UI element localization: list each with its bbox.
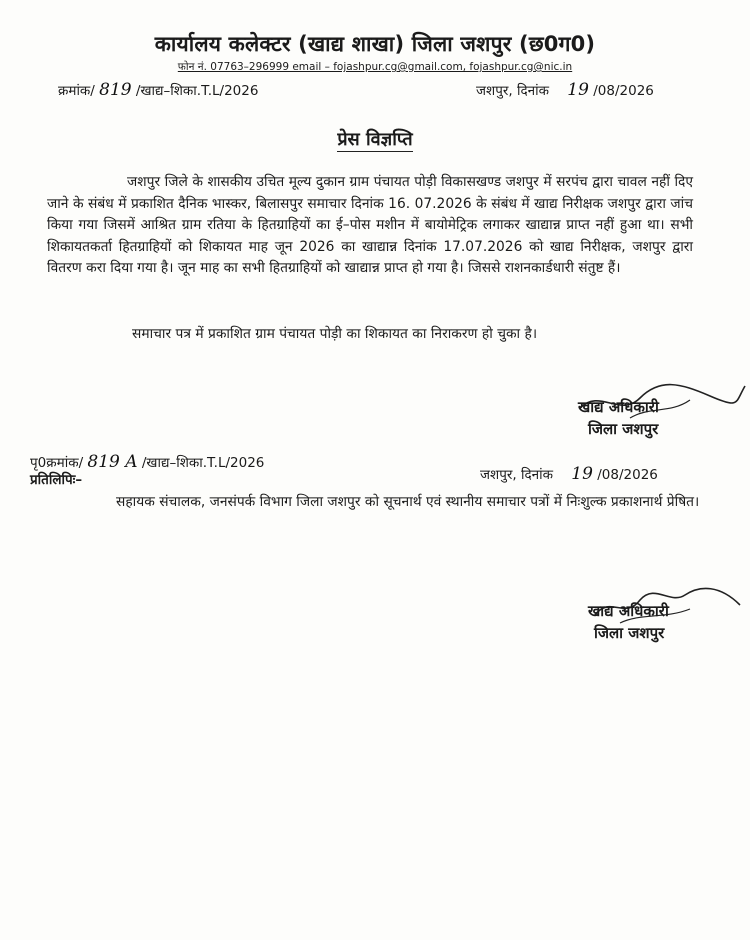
endorsement-date-rest: /08/2026 [597, 467, 658, 483]
signature-block-1 [578, 396, 659, 440]
reference-suffix: /खाद्य–शिका.T.L/2026 [135, 83, 259, 99]
endorsement-suffix: /खाद्य–शिका.T.L/2026 [141, 455, 265, 471]
date-rest: /08/2026 [593, 83, 654, 99]
body-paragraph-1: जशपुर जिले के शासकीय उचित मूल्य दुकान ग्राम पंचायत पोड़ी विकासखण्ड जशपुर में सरपंच द्वारा चावल नहीं दिए जाने के संबंध में प्रकाशित दैनिक भास्कर, बिलासपुर समाचार दिनांक 16. 07.2026 के संबंध में खाद्य निरीक्षक जशपुर द्वारा जांच किया गया जिसमें आश्रित ग्राम रतिया के हितग्राहियों का ई–पोस मशीन में बायोमेट्रिक लगाकर खाद्यान्न प्राप्त नहीं हुआ था। सभी शिकायतकर्ता हितग्राहियों को शिकायत माह जून 2026 का खाद्यान्न दिनांक 17.07.2026 को खाद्य निरीक्षक, जशपुर द्वारा वितरण करा दिया गया है। जून माह का सभी हितग्राहियों को खाद्यान्न प्राप्त हो गया है। जिससे राशनकार्डधारी संतुष्ट हैं। [47, 174, 693, 276]
signatory-district: जिला जशपुर [588, 420, 659, 438]
signatory-designation: खाद्य अधिकारी [578, 398, 659, 416]
endorsement-text: सहायक संचालक, जनसंपर्क विभाग जिला जशपुर को सूचनार्थ एवं स्थानीय समाचार पत्रों में निःशुल्क प्रकाशनार्थ प्रेषित। [116, 494, 700, 510]
press-release-title: प्रेस विज्ञप्ति [337, 129, 413, 150]
place-date-label: जशपुर, दिनांक [476, 83, 549, 99]
contact-line: फोन नं. 07763–296999 email – fojashpur.cg@gmail.com, fojashpur.cg@nic.in [177, 61, 573, 73]
endorsement-handwritten-number: 819 A [87, 452, 138, 472]
reference-date-line [476, 80, 654, 100]
press-release-conclusion [47, 324, 693, 346]
reference-number-line [58, 80, 258, 100]
reference-handwritten-number: 819 [99, 80, 132, 100]
endorsement-label: पृ0क्रमांक/ [30, 455, 84, 471]
signatory-district-2: जिला जशपुर [594, 624, 665, 642]
reference-label: क्रमांक/ [58, 83, 95, 99]
office-title: कार्यालय कलेक्टर (खाद्य शाखा) जिला जशपुर (छ0ग0) [154, 32, 596, 56]
endorsement-date-line [480, 464, 658, 484]
press-release-body [47, 172, 693, 280]
endorsement-handwritten-day: 19 [571, 464, 593, 484]
body-paragraph-2: समाचार पत्र में प्रकाशित ग्राम पंचायत पोड़ी का शिकायत का निराकरण हो चुका है। [132, 326, 538, 342]
endorsement-number-line [30, 452, 264, 472]
signature-block-2 [588, 600, 669, 644]
signatory-designation-2: खाद्य अधिकारी [588, 602, 669, 620]
endorsement-place-date-label: जशपुर, दिनांक [480, 467, 553, 483]
copy-to-label: प्रतिलिपिः– [30, 472, 83, 488]
handwritten-day: 19 [567, 80, 589, 100]
